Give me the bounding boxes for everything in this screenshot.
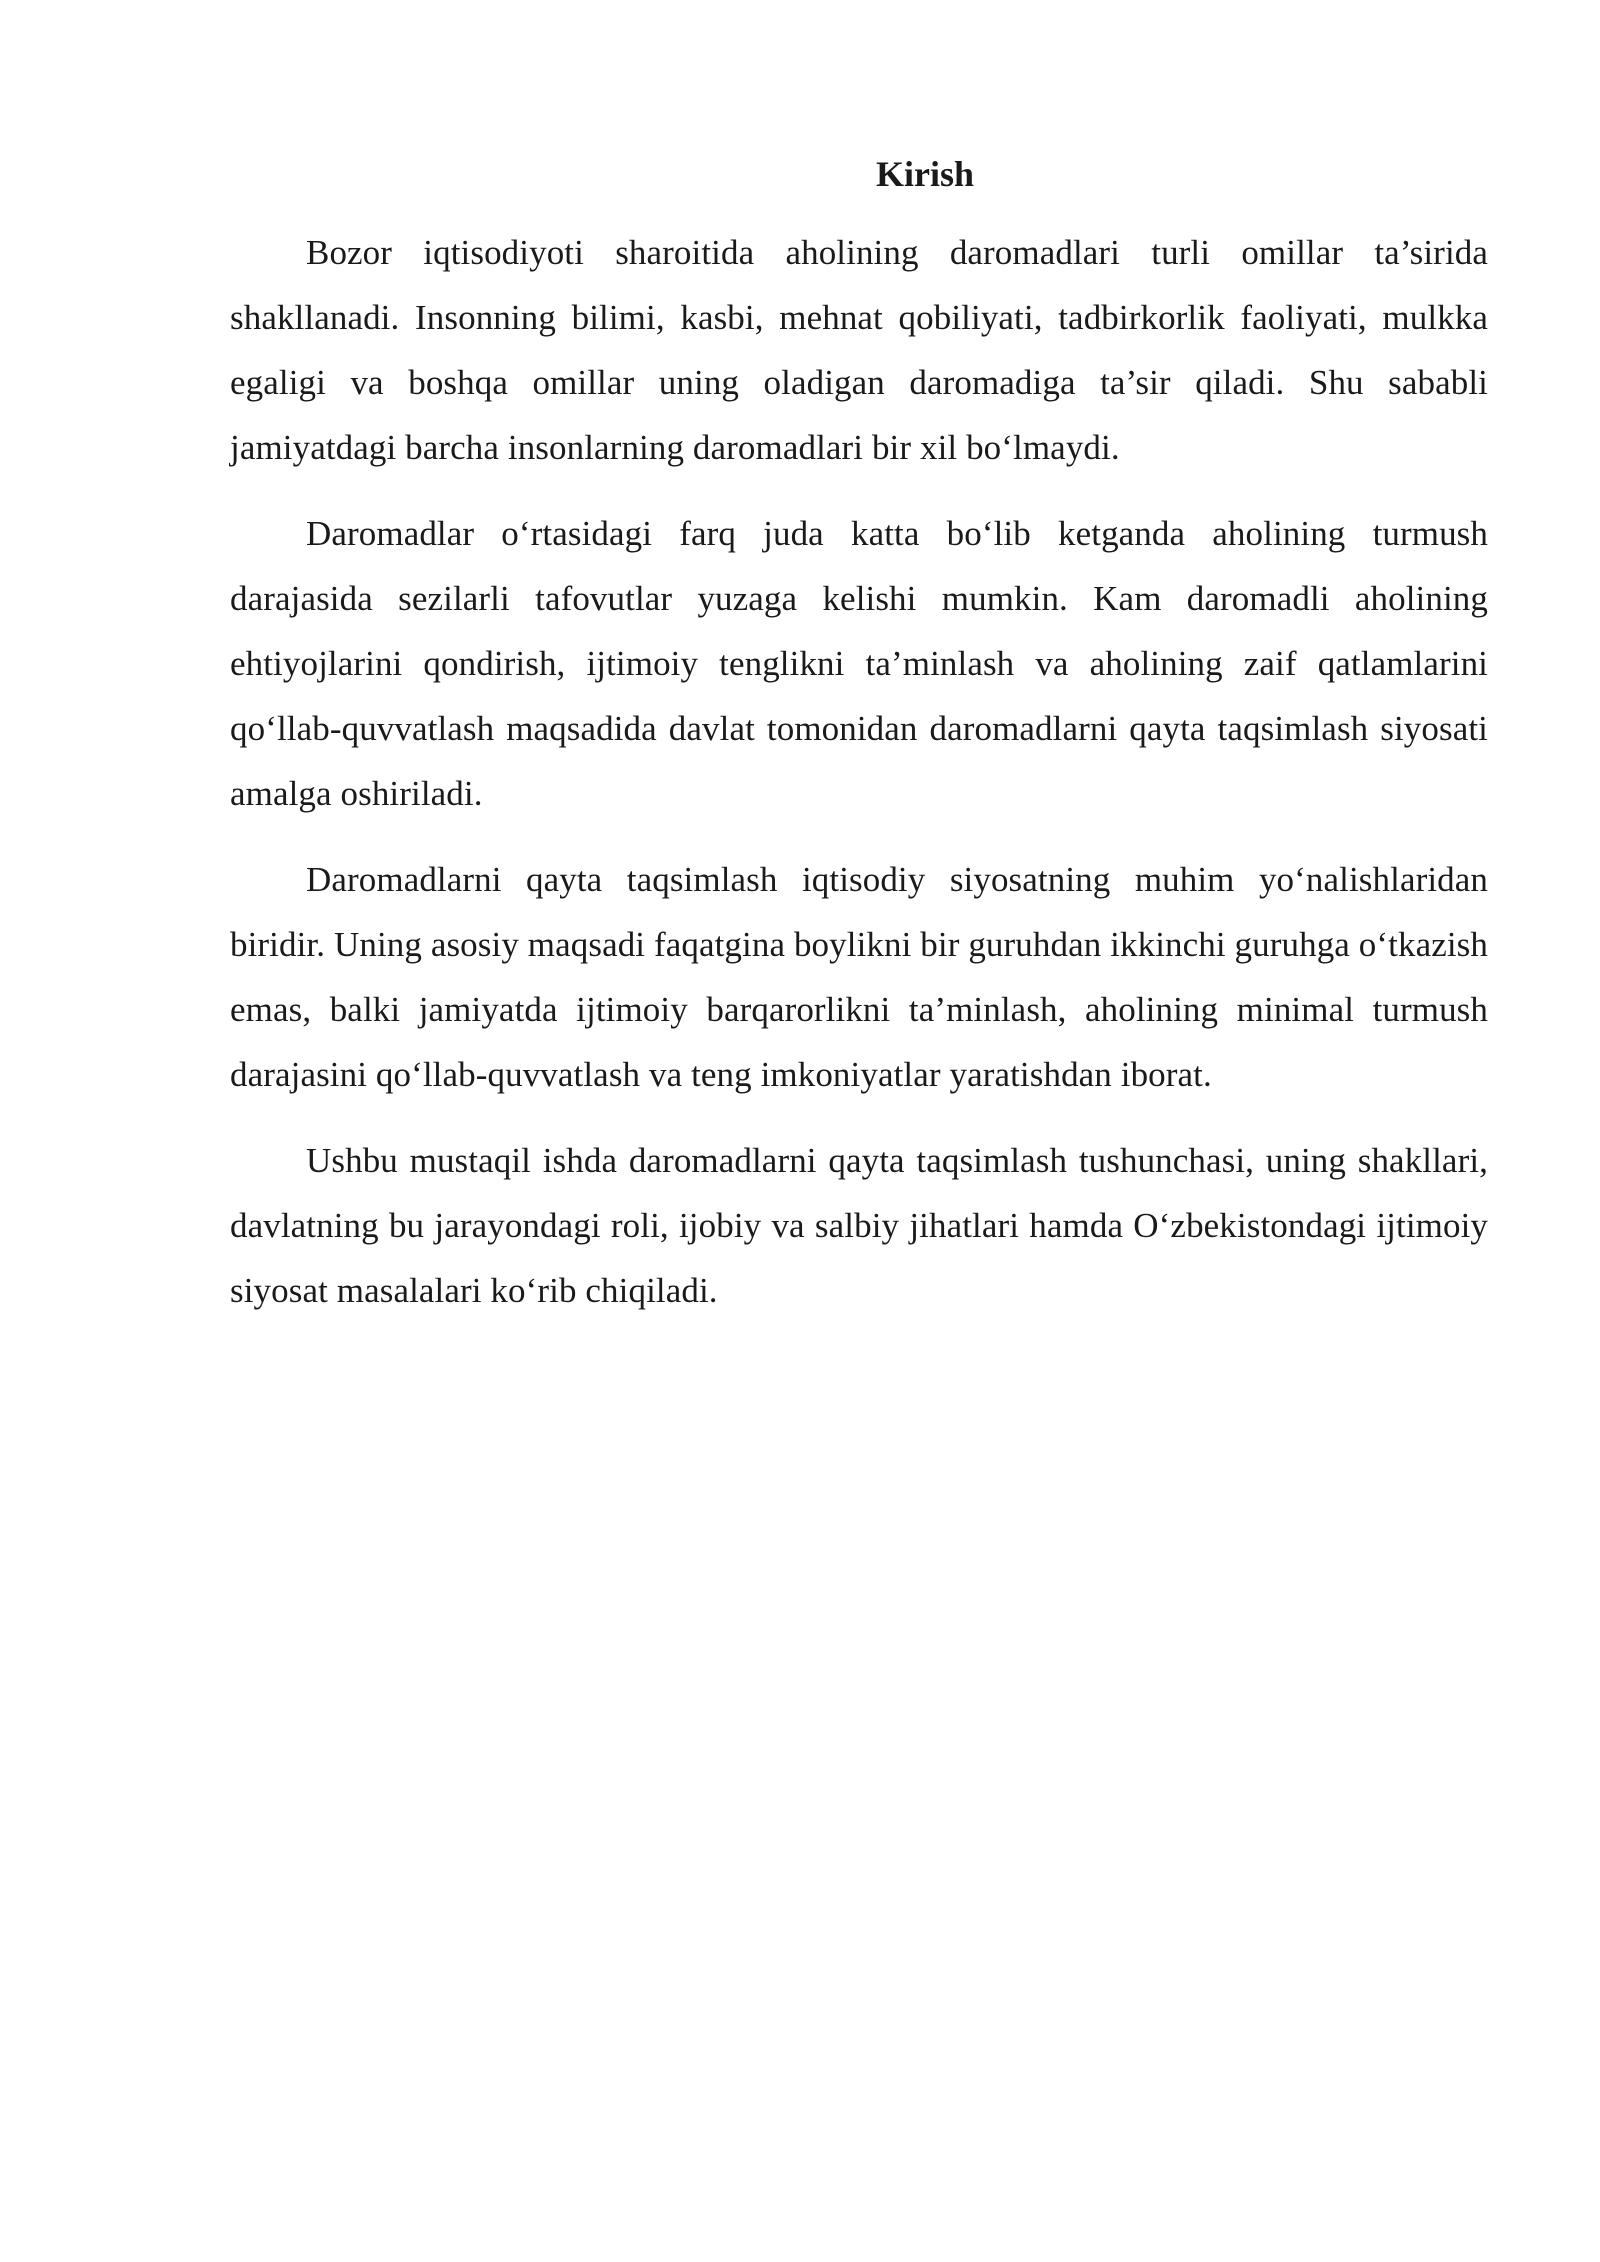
paragraph-2: Daromadlar o‘rtasidagi farq juda katta bo‘lib ketganda aholining turmush darajasida sezilarli tafovutlar yuzaga kelishi mumkin. Kam daromadli aholining ehtiyojlarini qondirish, ijtimoiy tenglikni ta’minlash va aholining zaif qatlamlarini qo‘llab-quvvatlash maqsadida davlat tomonidan daromadlarni qayta taqsimlash siyosati amalga oshiriladi. (230, 514, 1488, 813)
document-body (230, 148, 1488, 1344)
paragraph-3: Daromadlarni qayta taqsimlash iqtisodiy siyosatning muhim yo‘nalishlaridan biridir. Uning asosiy maqsadi faqatgina boylikni bir guruhdan ikkinchi guruhga o‘tkazish emas, balki jamiyatda ijtimoiy barqarorlikni ta’minlash, aholining minimal turmush darajasini qo‘llab-quvvatlash va teng imkoniyatlar yaratishdan iborat. (230, 860, 1488, 1094)
page-title: Kirish (875, 154, 974, 194)
paragraph-4: Ushbu mustaqil ishda daromadlarni qayta taqsimlash tushunchasi, uning shakllari, davlatning bu jarayondagi roli, ijobiy va salbiy jihatlari hamda O‘zbekistondagi ijtimoiy siyosat masalalari ko‘rib chiqiladi. (230, 1141, 1488, 1310)
paragraph-1: Bozor iqtisodiyoti sharoitida aholining daromadlari turli omillar ta’sirida shakllanadi. Insonning bilimi, kasbi, mehnat qobiliyati, tadbirkorlik faoliyati, mulkka egaligi va boshqa omillar uning oladigan daromadiga ta’sir qiladi. Shu sababli jamiyatdagi barcha insonlarning daromadlari bir xil bo‘lmaydi. (230, 233, 1488, 467)
